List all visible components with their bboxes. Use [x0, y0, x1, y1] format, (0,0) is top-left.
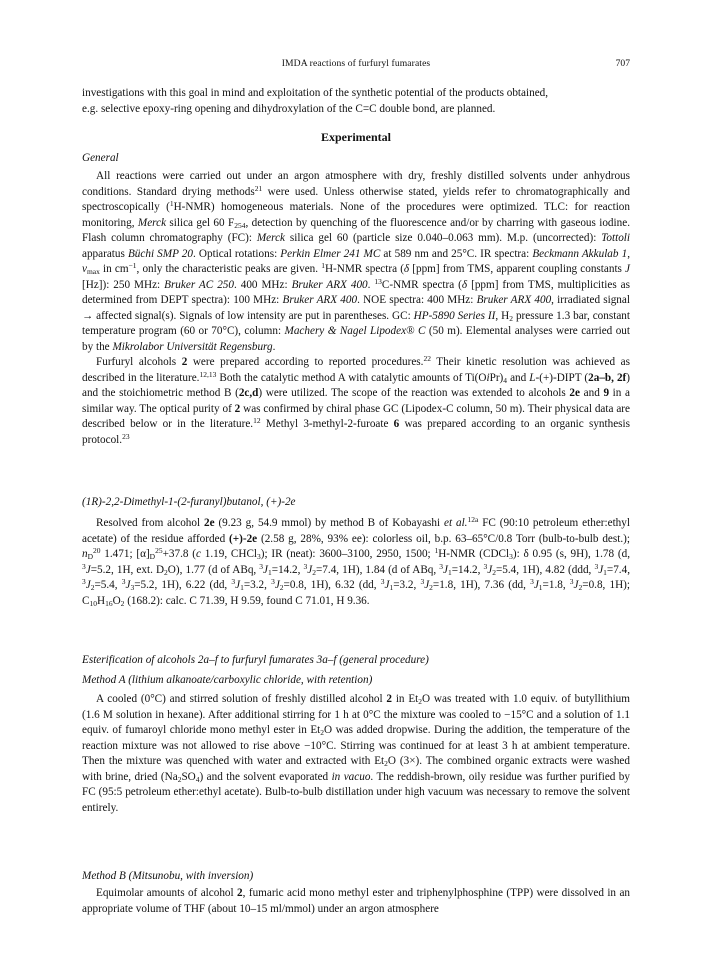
method-a-paragraph: A cooled (0°C) and stirred solution of freshly distilled alcohol 2 in $Et_2O$ was treated with 1.0 equiv. of butyllithium (1.6 M solution in hexane). After additional stirring for 1 h at 0°C the mixture was cooled to −15°C and a solution of 1.1 equiv. of fumaroyl chloride mono methyl ester in $Et_2O$ was added dropwise. During the addition, the temperature of the reaction mixture was not allowed to rise above −10°C. Stirring was continued for at least 3 h at ambient temperature. Then the mixture was quenched with water and extracted with $Et_2O$ (3×). The combined organic extracts were washed with brine, dried $(Na_2SO_4)$ and the solvent evaporated in vacuo. The reddish-brown, oily residue was further purified by FC (95:5 petroleum ether:ethyl acetate). Bulb-to-bulb distillation under high vacuum was necessary to remove the solvent entirely.: [82, 693, 630, 814]
page-number: 707: [615, 58, 630, 69]
subheading-method-a: Method A (lithium alkanoate/carboxylic chloride, with retention): [82, 674, 373, 686]
intro-line-2: e.g. selective epoxy-ring opening and dihydroxylation of the C=C double bond, are planned.: [82, 102, 496, 115]
subheading-compound-2e: (1R)-2,2-Dimethyl-1-(2-furanyl)butanol, (+)-2e: [82, 496, 296, 508]
method-b-paragraph: Equimolar amounts of alcohol 2, fumaric acid mono methyl ester and triphenylphosphine (TPP) were dissolved in an appropriate volume of THF (about 10–15 ml/mmol) under an argon atmosphere: [82, 887, 630, 915]
running-title: IMDA reactions of furfuryl fumarates: [281, 58, 431, 69]
subheading-esterification: Esterification of alcohols 2a–f to furfuryl fumarates 3a–f (general procedure): [82, 654, 429, 666]
intro-paragraph: [82, 86, 630, 117]
section-heading-experimental: Experimental: [321, 130, 391, 144]
subheading-general: General: [82, 152, 119, 164]
compound-2e-paragraph: Resolved from alcohol 2e (9.23 g, 54.9 mmol) by method B of Kobayashi et al.$^{12a}$ FC (90:10 petroleum ether:ethyl acetate) of the residue afforded (+)-2e (2.58 g, 28%, 93% ee): colorless oil, b.p. 63–65°C/0.8 Torr (bulb-to-bulb dest.); $n_D^{20}$ 1.471; $[\alpha]_D^{25}+37.8$ (c 1.19, CHCl$_3$); IR (neat): 3600–3100, 2950, 1500; $^1$H-NMR (CDCl$_3$): δ 0.95 (s, 9H), 1.78 (d, $^3$J=5.2, 1H, ext. $D_2O$), 1.77 (d of ABq, $^3J_1=14.2$, $^3J_2=7.4$, 1H), 1.84 (d of ABq, $^3J_1=14.2$, $^3J_2=5.4$, 1H), 4.82 (ddd, $^3J_1=7.4$, $^3J_2=5.4$, $^3J_3=5.2$, 1H), 6.22 (dd, $^3J_1=3.2$, $^3J_2=0.8$, 1H), 6.32 (dd, $^3J_1=3.2$, $^3J_2=1.8$, 1H), 7.36 (dd, $^3J_1=1.8$, $^3J_2=0.8$, 1H); $C_{10}H_{16}O_2$ (168.2): calc. C 71.39, H 9.59, found C 71.01, H 9.36.: [82, 515, 631, 608]
general-paragraph: All reactions were carried out under an argon atmosphere with dry, freshly distilled solvents under anhydrous conditions. Standard drying methods$^{21}$ were used. Unless otherwise stated, yields refer to chromatographically and spectroscopically ($^1$H-NMR) homogeneous materials. None of the procedures were optimized. TLC: for reaction monitoring, Merck silica gel 60 $F_{254}$, detection by quenching of the fluorescence and/or by charring with gaseous iodine. Flash column chromatography (FC): Merck silica gel 60 (particle size 0.040–0.063 mm). M.p. (uncorrected): Tottoli apparatus Büchi SMP 20. Optical rotations: Perkin Elmer 241 MC at 589 nm and 25°C. IR spectra: Beckmann Akkulab 1, $\nu_{max}$ in $cm^{-1}$, only the characteristic peaks are given. $^1$H-NMR spectra (δ [ppm] from TMS, apparent coupling constants J [Hz]): 250 MHz: Bruker AC 250. 400 MHz: Bruker ARX 400. $^{13}$C-NMR spectra (δ [ppm] from TMS, multiplicities as determined from DEPT spectra): 100 MHz: Bruker ARX 400. NOE spectra: 400 MHz: Bruker ARX 400, irradiated signal → affected signal(s). Signals of low intensity are put in parentheses. GC: HP-5890 Series II, $H_2$ pressure 1.3 bar, constant temperature program (60 or 70°C), column: Machery & Nagel Lipodex® C (50 m). Elemental analyses were carried out by the Mikrolabor Universität Regensburg. Furfuryl alcohols 2 were prepared according to reported procedures.$^{22}$ Their kinetic resolution was achieved as described in the literature.$^{12,13}$ Both the catalytic method A with catalytic amounts of $Ti(OiPr)_4$ and L-(+)-DIPT (2a–b, 2f) and the stoichiometric method B (2c,d) were utilized. The scope of the reaction was extended to alcohols 2e and 9 in a similar way. The optical purity of 2 was confirmed by chiral phase GC (Lipodex-C column, 50 m). Their physical data are described below or in the literature.$^{12}$ Methyl 3-methyl-2-furoate 6 was prepared according to an organic synthesis protocol.$^{23}$: [82, 170, 631, 446]
intro-line-1: investigations with this goal in mind and exploitation of the synthetic potential of the products obtained,: [82, 87, 549, 99]
subheading-method-b: Method B (Mitsunobu, with inversion): [82, 870, 254, 882]
running-header: [82, 58, 630, 72]
